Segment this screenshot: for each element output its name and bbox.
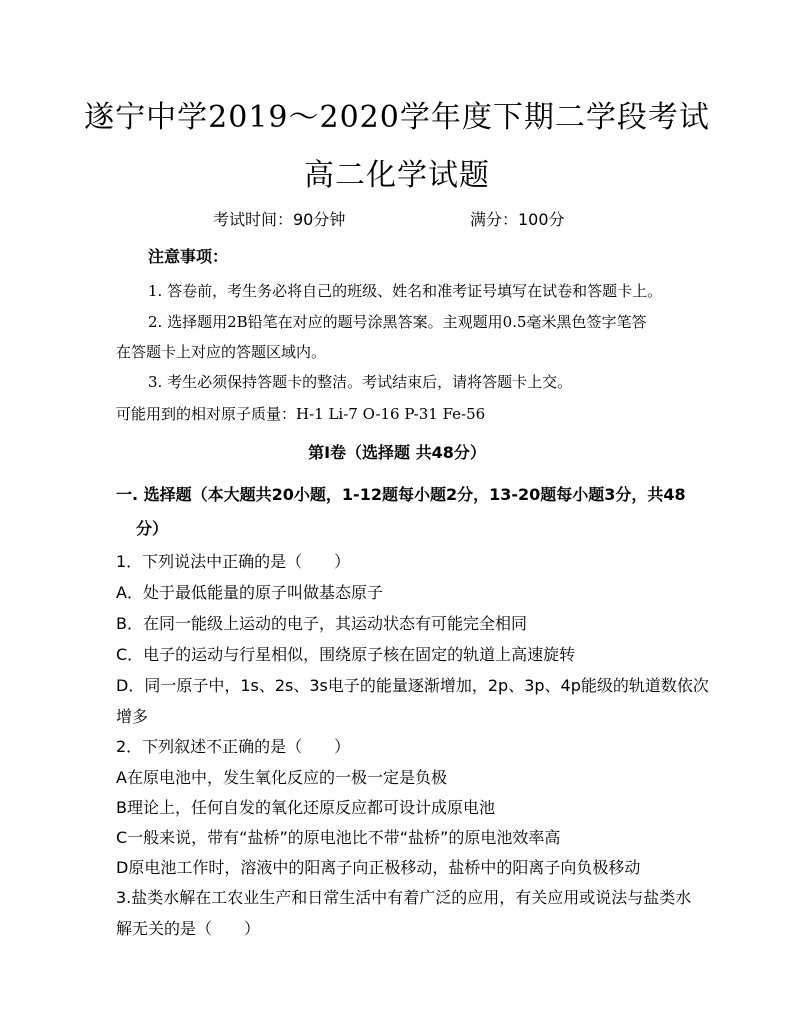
note-item-3: 3. 考生必须保持答题卡的整洁。考试结束后，请将答题卡上交。 <box>148 373 573 391</box>
question-1-option-a: A．处于最低能量的原子叫做基态原子 <box>116 583 383 602</box>
question-1-option-d-cont: 增多 <box>116 707 149 726</box>
exam-title-text: 遂宁中学2019～2020学年度下期二学段考试 <box>84 100 710 135</box>
exam-subtitle-text: 高二化学试题 <box>304 158 490 193</box>
question-2-stem: 2．下列叙述不正确的是（ ） <box>116 737 351 756</box>
note-item-2-cont: 在答题卡上对应的答题区域内。 <box>116 343 327 361</box>
exam-time: 考试时间：90分钟 <box>213 210 346 229</box>
notes-heading: 注意事项： <box>148 247 229 266</box>
question-1-option-b: B．在同一能级上运动的电子，其运动状态有可能完全相同 <box>116 614 527 633</box>
section-title: 第Ⅰ卷（选择题 共48分） <box>308 443 486 462</box>
question-1-option-c: C．电子的运动与行星相似，围绕原子核在固定的轨道上高速旋转 <box>116 645 576 664</box>
exam-title <box>0 92 794 136</box>
section-instruction-2: 分） <box>136 519 169 538</box>
question-3-stem: 3.盐类水解在工农业生产和日常生活中有着广泛的应用，有关应用或说法与盐类水 <box>116 888 692 907</box>
note-item-1: 1. 答卷前，考生务必将自己的班级、姓名和准考证号填写在试卷和答题卡上。 <box>148 282 663 300</box>
question-2-option-d: D原电池工作时，溶液中的阳离子向正极移动，盐桥中的阳离子向负极移动 <box>116 858 641 877</box>
question-3-stem-cont: 解无关的是（ ） <box>116 919 261 938</box>
question-2-option-c: C一般来说，带有“盐桥”的原电池比不带“盐桥”的原电池效率高 <box>116 828 561 847</box>
question-1-stem: 1．下列说法中正确的是（ ） <box>116 552 351 571</box>
section-instruction-1: 一. 选择题（本大题共20小题，1-12题每小题2分，13-20题每小题3分，共48 <box>116 485 686 504</box>
full-score: 满分：100分 <box>470 210 565 229</box>
question-1-option-d: D．同一原子中，1s、2s、3s电子的能量逐渐增加，2p、3p、4p能级的轨道数依次 <box>116 676 709 695</box>
note-item-2: 2. 选择题用2B铅笔在对应的题号涂黑答案。主观题用0.5毫米黑色签字笔答 <box>148 313 647 331</box>
exam-subtitle <box>0 150 794 194</box>
atomic-mass-line: 可能用到的相对原子质量：H-1 Li-7 O-16 P-31 Fe-56 <box>116 405 486 423</box>
question-2-option-a: A在原电池中，发生氧化反应的一极一定是负极 <box>116 768 447 787</box>
question-2-option-b: B理论上，任何自发的氧化还原反应都可设计成原电池 <box>116 798 495 817</box>
